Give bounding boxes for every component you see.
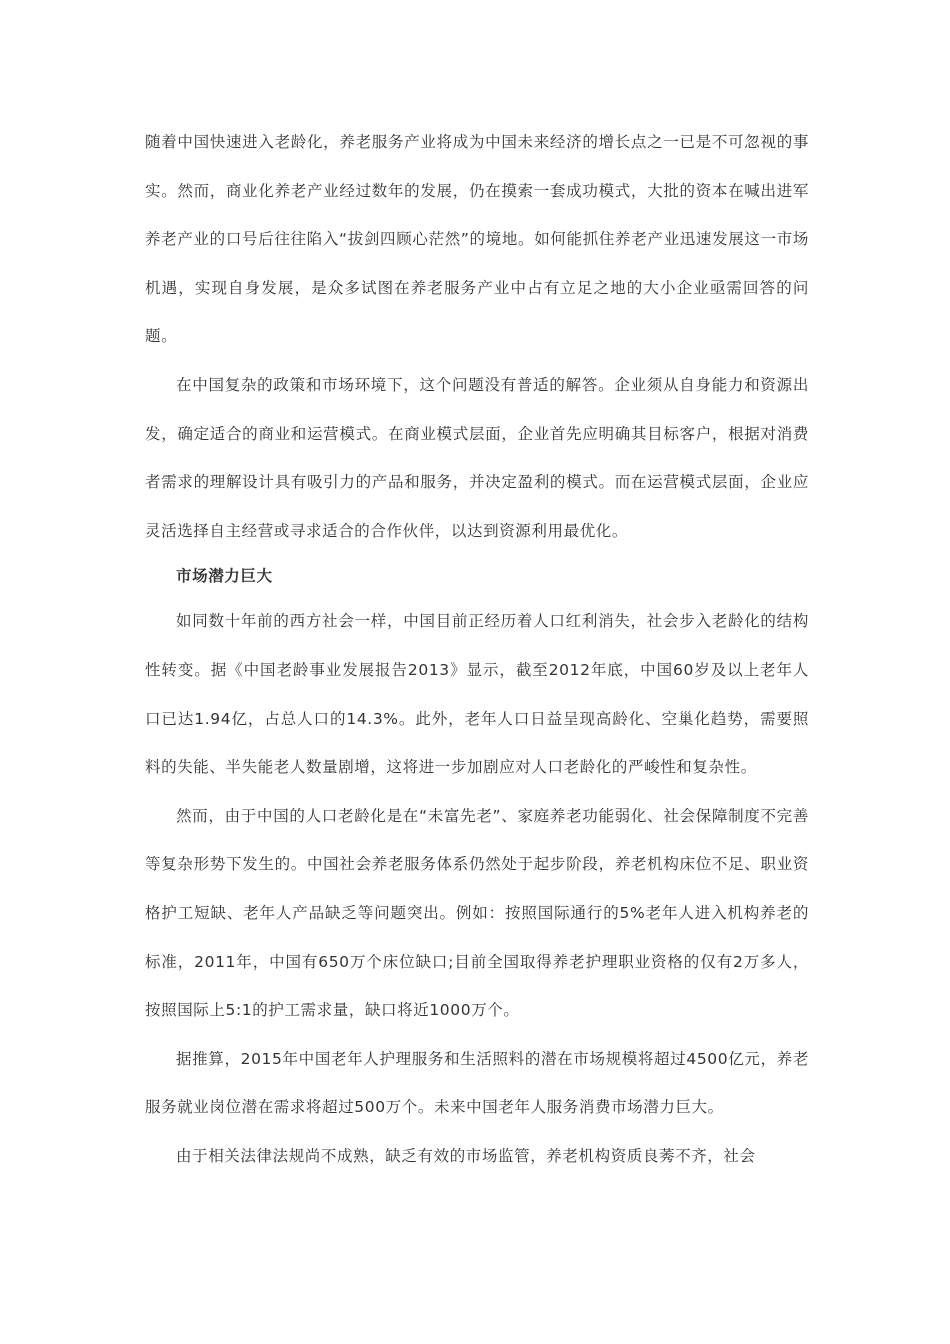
section-paragraph-3: 据推算，2015年中国老年人护理服务和生活照料的潜在市场规模将超过4500亿元，养老服务就业岗位潜在需求将超过500万个。未来中国老年人服务消费市场潜力巨大。 — [145, 1049, 809, 1117]
section-paragraph-2: 然而，由于中国的人口老龄化是在“未富先老”、家庭养老功能弱化、社会保障制度不完善等复杂形势下发生的。中国社会养老服务体系仍然处于起步阶段，养老机构床位不足、职业资格护工短缺、老年人产品缺乏等问题突出。例如：按照国际通行的5%老年人进入机构养老的标准，2011年，中国有650万个床位缺口;目前全国取得养老护理职业资格的仅有2万多人，按照国际上5:1的护工需求量，缺口将近1000万个。 — [145, 806, 809, 1020]
section-paragraph-4: 由于相关法律法规尚不成熟，缺乏有效的市场监管，养老机构资质良莠不齐，社会 — [176, 1146, 756, 1165]
document-body — [145, 118, 809, 1180]
section-paragraph-1: 如同数十年前的西方社会一样，中国目前正经历着人口红利消失，社会步入老龄化的结构性转变。据《中国老龄事业发展报告2013》显示，截至2012年底，中国60岁及以上老年人口已达1.94亿，占总人口的14.3%。此外，老年人口日益呈现高龄化、空巢化趋势，需要照料的失能、半失能老人数量剧增，这将进一步加剧应对人口老龄化的严峻性和复杂性。 — [145, 612, 809, 777]
intro-paragraph-1: 随着中国快速进入老龄化，养老服务产业将成为中国未来经济的增长点之一已是不可忽视的事实。然而，商业化养老产业经过数年的发展，仍在摸索一套成功模式，大批的资本在喊出进军养老产业的口号后往往陷入“拔剑四顾心茫然”的境地。如何能抓住养老产业迅速发展这一市场机遇，实现自身发展，是众多试图在养老服务产业中占有立足之地的大小企业亟需回答的问题。 — [145, 133, 809, 346]
section-heading: 市场潜力巨大 — [176, 567, 273, 586]
intro-paragraph-2: 在中国复杂的政策和市场环境下，这个问题没有普适的解答。企业须从自身能力和资源出发，确定适合的商业和运营模式。在商业模式层面，企业首先应明确其目标客户，根据对消费者需求的理解设计具有吸引力的产品和服务，并决定盈利的模式。而在运营模式层面，企业应灵活选择自主经营或寻求适合的合作伙伴，以达到资源利用最优化。 — [145, 375, 809, 540]
